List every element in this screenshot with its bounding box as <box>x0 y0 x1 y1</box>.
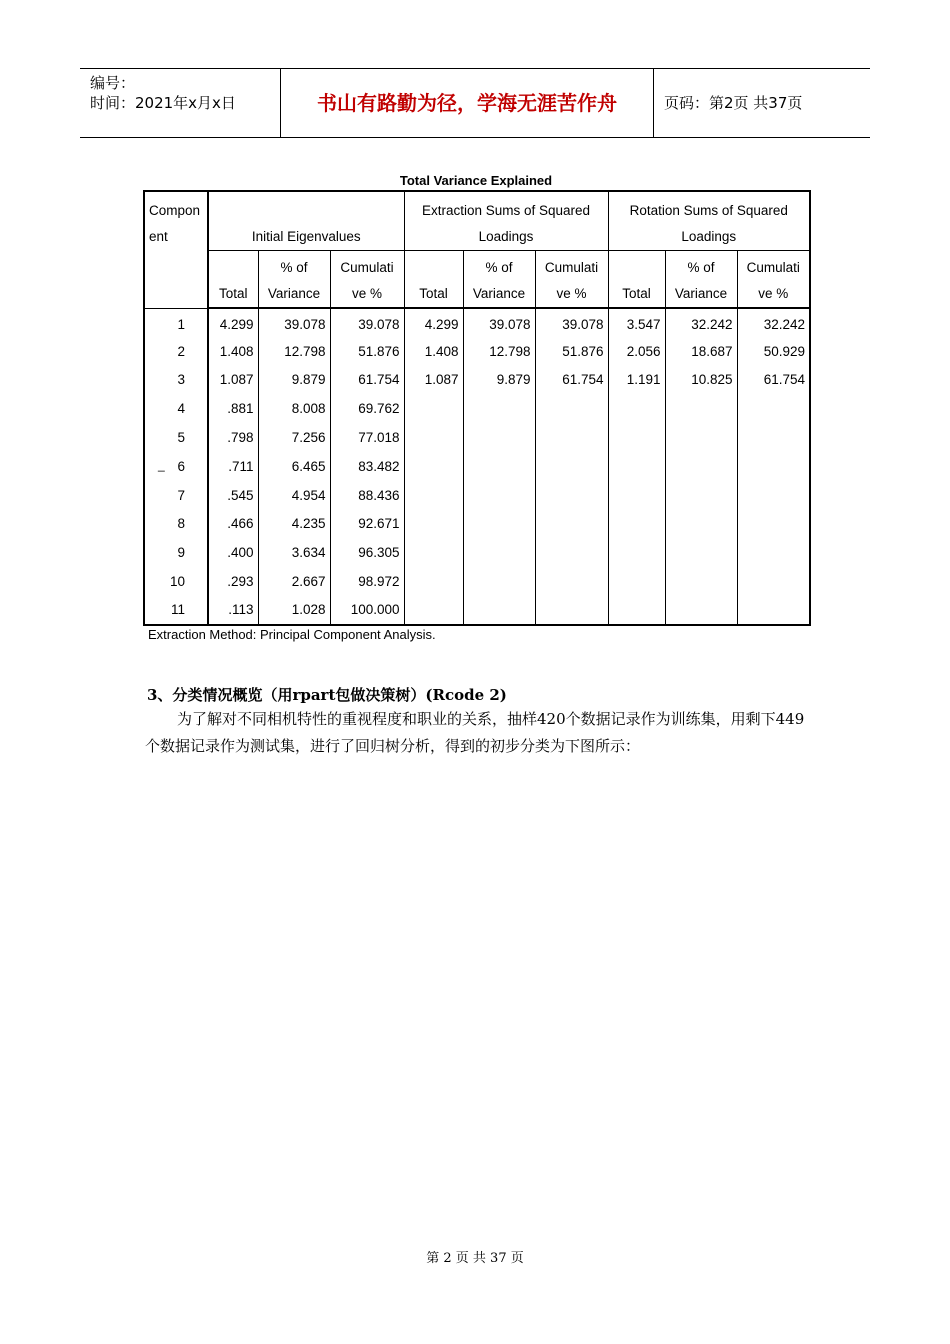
value-cell <box>463 481 535 510</box>
value-cell: 61.754 <box>737 366 810 395</box>
value-cell <box>535 510 608 539</box>
value-cell: 32.242 <box>737 308 810 337</box>
component-cell: 4 <box>144 394 208 423</box>
value-cell <box>404 481 463 510</box>
value-cell <box>608 567 665 596</box>
value-cell <box>665 567 737 596</box>
value-cell: 61.754 <box>330 366 404 395</box>
table-row <box>144 366 810 395</box>
value-cell: 1.087 <box>404 366 463 395</box>
value-cell <box>463 510 535 539</box>
value-cell <box>737 510 810 539</box>
section-paragraph: 为了解对不同相机特性的重视程度和职业的关系，抽样420个数据记录作为训练集，用剩下449个数据记录作为测试集，进行了回归树分析，得到的初步分类为下图所示： <box>145 710 805 755</box>
value-cell: 7.256 <box>258 423 330 452</box>
value-cell <box>665 596 737 625</box>
section-heading: 3、分类情况概览（用rpart包做决策树）(Rcode 2) <box>147 686 507 704</box>
component-header: Compon ent <box>144 191 208 308</box>
value-cell: .466 <box>208 510 258 539</box>
value-cell <box>737 394 810 423</box>
value-cell <box>463 423 535 452</box>
header-meta <box>80 69 281 137</box>
value-cell: 32.242 <box>665 308 737 337</box>
variance-table <box>143 190 811 626</box>
value-cell <box>608 596 665 625</box>
header-row-groups <box>144 191 810 251</box>
value-cell: 1.191 <box>608 366 665 395</box>
table-row <box>144 481 810 510</box>
value-cell <box>737 538 810 567</box>
value-cell <box>404 596 463 625</box>
value-cell: .293 <box>208 567 258 596</box>
value-cell: 4.954 <box>258 481 330 510</box>
value-cell <box>463 567 535 596</box>
value-cell <box>665 452 737 481</box>
total-header: Total <box>404 251 463 309</box>
cum-header: Cumulati ve % <box>737 251 810 309</box>
value-cell <box>737 452 810 481</box>
value-cell: 2.667 <box>258 567 330 596</box>
value-cell: 1.408 <box>404 337 463 366</box>
value-cell: 61.754 <box>535 366 608 395</box>
value-cell: 39.078 <box>463 308 535 337</box>
value-cell <box>535 567 608 596</box>
cum-header: Cumulati ve % <box>330 251 404 309</box>
value-cell <box>608 538 665 567</box>
table-row <box>144 337 810 366</box>
component-cell: 7 <box>144 481 208 510</box>
value-cell: 1.408 <box>208 337 258 366</box>
rotation-header: Rotation Sums of Squared Loadings <box>608 191 810 251</box>
value-cell: .113 <box>208 596 258 625</box>
value-cell <box>463 538 535 567</box>
value-cell: 39.078 <box>330 308 404 337</box>
value-cell: 69.762 <box>330 394 404 423</box>
value-cell <box>608 452 665 481</box>
extraction-header: Extraction Sums of Squared Loadings <box>404 191 608 251</box>
value-cell <box>463 596 535 625</box>
value-cell: 39.078 <box>258 308 330 337</box>
value-cell <box>535 481 608 510</box>
initial-eigenvalues-header: Initial Eigenvalues <box>208 191 404 251</box>
value-cell: .400 <box>208 538 258 567</box>
value-cell <box>608 481 665 510</box>
value-cell <box>737 423 810 452</box>
total-header: Total <box>208 251 258 309</box>
component-cell: 3 <box>144 366 208 395</box>
value-cell: 51.876 <box>535 337 608 366</box>
value-cell: 8.008 <box>258 394 330 423</box>
value-cell <box>608 394 665 423</box>
table-row <box>144 596 810 625</box>
value-cell <box>404 510 463 539</box>
value-cell <box>665 510 737 539</box>
value-cell: 50.929 <box>737 337 810 366</box>
value-cell: 83.482 <box>330 452 404 481</box>
component-cell: 10 <box>144 567 208 596</box>
pct-header: % of Variance <box>258 251 330 309</box>
value-cell: 4.299 <box>208 308 258 337</box>
value-cell: 98.972 <box>330 567 404 596</box>
table-row <box>144 308 810 337</box>
value-cell <box>608 510 665 539</box>
value-cell: 88.436 <box>330 481 404 510</box>
value-cell: 4.299 <box>404 308 463 337</box>
value-cell: 92.671 <box>330 510 404 539</box>
number-label: 编号： <box>90 74 136 92</box>
value-cell: 6.465 <box>258 452 330 481</box>
value-cell: 12.798 <box>258 337 330 366</box>
value-cell: 51.876 <box>330 337 404 366</box>
time-label: 时间：2021年x月x日 <box>90 94 236 112</box>
value-cell: 1.028 <box>258 596 330 625</box>
value-cell <box>665 394 737 423</box>
value-cell <box>404 452 463 481</box>
value-cell: 77.018 <box>330 423 404 452</box>
total-header: Total <box>608 251 665 309</box>
value-cell <box>463 394 535 423</box>
component-cell: 1 <box>144 308 208 337</box>
value-cell <box>535 538 608 567</box>
component-cell: 9 <box>144 538 208 567</box>
value-cell: .711 <box>208 452 258 481</box>
value-cell <box>608 423 665 452</box>
value-cell <box>665 423 737 452</box>
value-cell: 3.634 <box>258 538 330 567</box>
table-row <box>144 423 810 452</box>
table-title: Total Variance Explained <box>399 173 553 188</box>
pct-header: % of Variance <box>463 251 535 309</box>
component-cell: 8 <box>144 510 208 539</box>
header-page-label: 页码：第2页 共37页 <box>664 94 803 112</box>
table-row <box>144 394 810 423</box>
value-cell: 96.305 <box>330 538 404 567</box>
component-cell: 11 <box>144 596 208 625</box>
table-footnote: Extraction Method: Principal Component Analysis. <box>148 627 436 642</box>
value-cell <box>535 596 608 625</box>
value-cell <box>404 423 463 452</box>
value-cell <box>535 452 608 481</box>
value-cell <box>404 394 463 423</box>
header-motto: 书山有路勤为径，学海无涯苦作舟 <box>281 69 654 137</box>
value-cell: .881 <box>208 394 258 423</box>
page-header <box>80 68 870 138</box>
value-cell: 2.056 <box>608 337 665 366</box>
value-cell: 10.825 <box>665 366 737 395</box>
table-row <box>144 452 810 481</box>
value-cell <box>665 481 737 510</box>
value-cell <box>737 567 810 596</box>
value-cell: .798 <box>208 423 258 452</box>
value-cell <box>737 596 810 625</box>
header-row-sub <box>144 251 810 309</box>
value-cell: 12.798 <box>463 337 535 366</box>
pct-header: % of Variance <box>665 251 737 309</box>
value-cell <box>404 567 463 596</box>
value-cell <box>665 538 737 567</box>
dash-mark: _ <box>158 457 165 472</box>
component-cell: 5 <box>144 423 208 452</box>
value-cell: 9.879 <box>463 366 535 395</box>
value-cell <box>737 481 810 510</box>
value-cell: 100.000 <box>330 596 404 625</box>
table-row <box>144 510 810 539</box>
cum-header: Cumulati ve % <box>535 251 608 309</box>
table-row <box>144 538 810 567</box>
value-cell: 9.879 <box>258 366 330 395</box>
value-cell <box>535 394 608 423</box>
table-row <box>144 567 810 596</box>
value-cell: 1.087 <box>208 366 258 395</box>
component-cell: _ 6 <box>144 452 208 481</box>
value-cell: .545 <box>208 481 258 510</box>
page-footer: 第 2 页 共 37 页 <box>426 1251 524 1266</box>
value-cell <box>404 538 463 567</box>
value-cell <box>535 423 608 452</box>
value-cell: 3.547 <box>608 308 665 337</box>
component-cell: 2 <box>144 337 208 366</box>
value-cell: 39.078 <box>535 308 608 337</box>
table-body <box>144 308 810 625</box>
value-cell: 4.235 <box>258 510 330 539</box>
value-cell <box>463 452 535 481</box>
value-cell: 18.687 <box>665 337 737 366</box>
